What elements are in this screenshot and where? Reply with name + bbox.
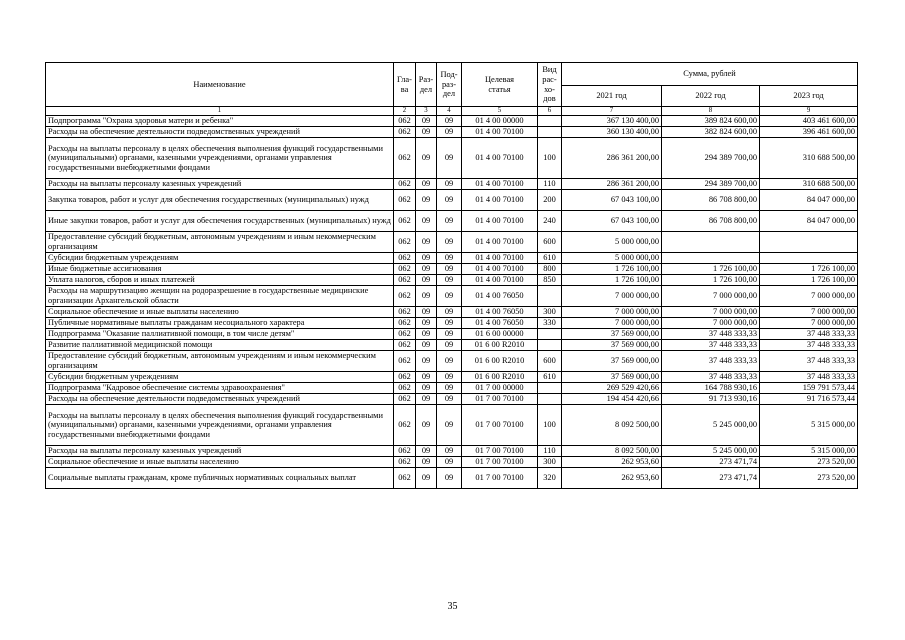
header-podrazdel: Под- раз- дел <box>437 63 462 107</box>
row-podrazdel: 09 <box>437 394 462 405</box>
row-target: 01 4 00 70100 <box>462 190 538 211</box>
row-sum-2023: 37 448 333,33 <box>760 329 858 340</box>
row-sum-2022: 294 389 700,00 <box>662 138 760 179</box>
row-glava: 062 <box>394 307 416 318</box>
row-target: 01 6 00 00000 <box>462 329 538 340</box>
row-sum-2021: 37 569 000,00 <box>562 340 662 351</box>
row-razdel: 09 <box>416 468 437 489</box>
row-name: Подпрограмма "Кадровое обеспечение системы здравоохранения" <box>46 383 394 394</box>
row-razdel: 09 <box>416 253 437 264</box>
row-sum-2022 <box>662 253 760 264</box>
row-name: Публичные нормативные выплаты гражданам несоциального характера <box>46 318 394 329</box>
row-glava: 062 <box>394 179 416 190</box>
table-row <box>46 286 858 307</box>
row-sum-2023: 1 726 100,00 <box>760 264 858 275</box>
row-podrazdel: 09 <box>437 264 462 275</box>
row-glava: 062 <box>394 286 416 307</box>
row-vid: 330 <box>538 318 562 329</box>
row-sum-2021: 1 726 100,00 <box>562 264 662 275</box>
row-vid: 600 <box>538 232 562 253</box>
row-razdel: 09 <box>416 457 437 468</box>
row-razdel: 09 <box>416 307 437 318</box>
row-podrazdel: 09 <box>437 116 462 127</box>
row-sum-2021: 67 043 100,00 <box>562 190 662 211</box>
row-name: Закупка товаров, работ и услуг для обеспечения государственных (муниципальных) нужд <box>46 190 394 211</box>
row-sum-2022: 86 708 800,00 <box>662 190 760 211</box>
row-podrazdel: 09 <box>437 372 462 383</box>
row-sum-2023: 7 000 000,00 <box>760 307 858 318</box>
row-razdel: 09 <box>416 394 437 405</box>
row-sum-2023: 310 688 500,00 <box>760 138 858 179</box>
row-vid: 300 <box>538 457 562 468</box>
row-glava: 062 <box>394 253 416 264</box>
table-header-row <box>46 63 858 86</box>
row-sum-2021: 7 000 000,00 <box>562 318 662 329</box>
row-razdel: 09 <box>416 340 437 351</box>
row-sum-2021: 8 092 500,00 <box>562 446 662 457</box>
row-glava: 062 <box>394 232 416 253</box>
row-vid <box>538 116 562 127</box>
row-vid: 610 <box>538 372 562 383</box>
row-podrazdel: 09 <box>437 232 462 253</box>
row-name: Расходы на выплаты персоналу в целях обеспечения выполнения функций государственными (муниципальными) органами, казенными учреждениями, органами управления государственными внебюджетными фондами <box>46 405 394 446</box>
row-podrazdel: 09 <box>437 351 462 372</box>
row-sum-2022: 37 448 333,33 <box>662 372 760 383</box>
row-glava: 062 <box>394 329 416 340</box>
row-name: Субсидии бюджетным учреждениям <box>46 253 394 264</box>
row-sum-2023: 1 726 100,00 <box>760 275 858 286</box>
row-sum-2021: 5 000 000,00 <box>562 253 662 264</box>
header-year-2022: 2022 год <box>662 86 760 107</box>
table-row <box>46 275 858 286</box>
row-razdel: 09 <box>416 264 437 275</box>
row-target: 01 4 00 70100 <box>462 264 538 275</box>
row-target: 01 4 00 76050 <box>462 307 538 318</box>
row-sum-2022: 1 726 100,00 <box>662 264 760 275</box>
row-name: Социальное обеспечение и иные выплаты населению <box>46 307 394 318</box>
row-name: Расходы на обеспечение деятельности подведомственных учреждений <box>46 394 394 405</box>
row-name: Иные бюджетные ассигнования <box>46 264 394 275</box>
row-sum-2023: 159 791 573,44 <box>760 383 858 394</box>
row-podrazdel: 09 <box>437 446 462 457</box>
row-glava: 062 <box>394 446 416 457</box>
row-sum-2021: 37 569 000,00 <box>562 351 662 372</box>
row-razdel: 09 <box>416 232 437 253</box>
row-sum-2021: 7 000 000,00 <box>562 286 662 307</box>
row-sum-2022: 273 471,74 <box>662 457 760 468</box>
row-podrazdel: 09 <box>437 383 462 394</box>
row-glava: 062 <box>394 190 416 211</box>
row-sum-2022: 382 824 600,00 <box>662 127 760 138</box>
row-name: Расходы на выплаты персоналу казенных учреждений <box>46 179 394 190</box>
header-razdel: Раз- дел <box>416 63 437 107</box>
row-sum-2021: 8 092 500,00 <box>562 405 662 446</box>
row-target: 01 4 00 70100 <box>462 211 538 232</box>
table-row <box>46 211 858 232</box>
row-sum-2021: 262 953,60 <box>562 457 662 468</box>
row-sum-2023: 37 448 333,33 <box>760 351 858 372</box>
row-vid <box>538 127 562 138</box>
row-name: Развитие паллиативной медицинской помощи <box>46 340 394 351</box>
row-vid <box>538 394 562 405</box>
row-glava: 062 <box>394 351 416 372</box>
row-sum-2023: 84 047 000,00 <box>760 190 858 211</box>
row-sum-2021: 7 000 000,00 <box>562 307 662 318</box>
row-name: Иные закупки товаров, работ и услуг для обеспечения государственных (муниципальных) нужд <box>46 211 394 232</box>
row-vid: 600 <box>538 351 562 372</box>
row-name: Предоставление субсидий бюджетным, автономным учреждениям и иным некоммерческим организациям <box>46 351 394 372</box>
row-sum-2023 <box>760 232 858 253</box>
row-podrazdel: 09 <box>437 318 462 329</box>
row-name: Подпрограмма "Оказание паллиативной помощи, в том числе детям" <box>46 329 394 340</box>
table-row <box>46 318 858 329</box>
row-razdel: 09 <box>416 318 437 329</box>
row-target: 01 7 00 70100 <box>462 405 538 446</box>
row-sum-2023: 7 000 000,00 <box>760 318 858 329</box>
table-row <box>46 232 858 253</box>
row-razdel: 09 <box>416 127 437 138</box>
row-sum-2022: 86 708 800,00 <box>662 211 760 232</box>
row-sum-2022: 164 788 930,16 <box>662 383 760 394</box>
column-number: 4 <box>437 107 462 116</box>
row-sum-2022: 1 726 100,00 <box>662 275 760 286</box>
row-target: 01 4 00 70100 <box>462 127 538 138</box>
row-sum-2021: 67 043 100,00 <box>562 211 662 232</box>
column-number-row <box>46 107 858 116</box>
column-number: 7 <box>562 107 662 116</box>
table-row <box>46 307 858 318</box>
row-name: Расходы на маршрутизацию женщин на родоразрешение в государственные медицинские организации Архангельской области <box>46 286 394 307</box>
row-razdel: 09 <box>416 446 437 457</box>
row-sum-2022: 37 448 333,33 <box>662 329 760 340</box>
row-glava: 062 <box>394 116 416 127</box>
page-number: 35 <box>447 601 458 612</box>
column-number: 3 <box>416 107 437 116</box>
header-target: Целевая статья <box>462 63 538 107</box>
row-podrazdel: 09 <box>437 340 462 351</box>
row-sum-2022: 294 389 700,00 <box>662 179 760 190</box>
row-vid: 110 <box>538 179 562 190</box>
row-vid <box>538 329 562 340</box>
row-glava: 062 <box>394 211 416 232</box>
row-sum-2021: 286 361 200,00 <box>562 179 662 190</box>
table-row <box>46 468 858 489</box>
row-glava: 062 <box>394 394 416 405</box>
row-sum-2022: 7 000 000,00 <box>662 318 760 329</box>
row-razdel: 09 <box>416 190 437 211</box>
row-podrazdel: 09 <box>437 329 462 340</box>
table-row <box>46 179 858 190</box>
row-sum-2022: 7 000 000,00 <box>662 286 760 307</box>
row-sum-2022: 91 713 930,16 <box>662 394 760 405</box>
row-name: Уплата налогов, сборов и иных платежей <box>46 275 394 286</box>
row-vid: 200 <box>538 190 562 211</box>
table-row <box>46 138 858 179</box>
row-sum-2021: 286 361 200,00 <box>562 138 662 179</box>
row-sum-2023: 37 448 333,33 <box>760 340 858 351</box>
table-row <box>46 394 858 405</box>
row-glava: 062 <box>394 318 416 329</box>
row-razdel: 09 <box>416 138 437 179</box>
row-target: 01 4 00 70100 <box>462 275 538 286</box>
row-vid: 850 <box>538 275 562 286</box>
row-sum-2021: 360 130 400,00 <box>562 127 662 138</box>
row-podrazdel: 09 <box>437 286 462 307</box>
table-body <box>46 116 858 489</box>
header-name: Наименование <box>46 63 394 107</box>
row-sum-2023: 37 448 333,33 <box>760 372 858 383</box>
row-vid: 800 <box>538 264 562 275</box>
row-podrazdel: 09 <box>437 307 462 318</box>
row-name: Подпрограмма "Охрана здоровья матери и ребенка" <box>46 116 394 127</box>
row-sum-2022: 273 471,74 <box>662 468 760 489</box>
row-glava: 062 <box>394 138 416 179</box>
row-glava: 062 <box>394 457 416 468</box>
table-row <box>46 253 858 264</box>
column-number: 8 <box>662 107 760 116</box>
row-target: 01 4 00 76050 <box>462 318 538 329</box>
row-sum-2021: 194 454 420,66 <box>562 394 662 405</box>
row-vid <box>538 383 562 394</box>
row-sum-2023: 91 716 573,44 <box>760 394 858 405</box>
row-target: 01 4 00 70100 <box>462 232 538 253</box>
row-vid: 320 <box>538 468 562 489</box>
table-row <box>46 340 858 351</box>
row-name: Социальные выплаты гражданам, кроме публичных нормативных социальных выплат <box>46 468 394 489</box>
row-vid: 100 <box>538 138 562 179</box>
row-glava: 062 <box>394 468 416 489</box>
row-sum-2022: 389 824 600,00 <box>662 116 760 127</box>
header-year-2021: 2021 год <box>562 86 662 107</box>
row-razdel: 09 <box>416 211 437 232</box>
row-podrazdel: 09 <box>437 179 462 190</box>
row-podrazdel: 09 <box>437 253 462 264</box>
row-razdel: 09 <box>416 116 437 127</box>
row-sum-2022: 5 245 000,00 <box>662 405 760 446</box>
row-sum-2022: 37 448 333,33 <box>662 340 760 351</box>
column-number: 1 <box>46 107 394 116</box>
column-number: 2 <box>394 107 416 116</box>
row-sum-2021: 1 726 100,00 <box>562 275 662 286</box>
row-sum-2023: 310 688 500,00 <box>760 179 858 190</box>
row-target: 01 7 00 70100 <box>462 446 538 457</box>
column-number: 5 <box>462 107 538 116</box>
row-razdel: 09 <box>416 405 437 446</box>
row-target: 01 4 00 70100 <box>462 138 538 179</box>
row-sum-2022 <box>662 232 760 253</box>
row-podrazdel: 09 <box>437 275 462 286</box>
row-glava: 062 <box>394 127 416 138</box>
row-podrazdel: 09 <box>437 405 462 446</box>
row-podrazdel: 09 <box>437 211 462 232</box>
row-razdel: 09 <box>416 372 437 383</box>
row-name: Социальное обеспечение и иные выплаты населению <box>46 457 394 468</box>
row-razdel: 09 <box>416 351 437 372</box>
row-sum-2023: 273 520,00 <box>760 457 858 468</box>
table-row <box>46 116 858 127</box>
row-sum-2022: 7 000 000,00 <box>662 307 760 318</box>
row-sum-2021: 269 529 420,66 <box>562 383 662 394</box>
row-glava: 062 <box>394 264 416 275</box>
row-razdel: 09 <box>416 286 437 307</box>
row-vid: 610 <box>538 253 562 264</box>
header-vid: Вид рас- хо- дов <box>538 63 562 107</box>
row-name: Расходы на обеспечение деятельности подведомственных учреждений <box>46 127 394 138</box>
row-target: 01 6 00 R2010 <box>462 340 538 351</box>
row-name: Расходы на выплаты персоналу в целях обеспечения выполнения функций государственными (муниципальными) органами, казенными учреждениями, органами управления государственными внебюджетными фондами <box>46 138 394 179</box>
row-sum-2023: 403 461 600,00 <box>760 116 858 127</box>
row-sum-2023: 273 520,00 <box>760 468 858 489</box>
table-row <box>46 127 858 138</box>
row-target: 01 4 00 00000 <box>462 116 538 127</box>
row-name: Субсидии бюджетным учреждениям <box>46 372 394 383</box>
row-target: 01 7 00 70100 <box>462 457 538 468</box>
row-razdel: 09 <box>416 329 437 340</box>
row-glava: 062 <box>394 405 416 446</box>
row-vid: 300 <box>538 307 562 318</box>
row-target: 01 7 00 70100 <box>462 394 538 405</box>
row-glava: 062 <box>394 372 416 383</box>
row-sum-2023: 84 047 000,00 <box>760 211 858 232</box>
header-glava: Гла- ва <box>394 63 416 107</box>
row-podrazdel: 09 <box>437 127 462 138</box>
row-target: 01 4 00 76050 <box>462 286 538 307</box>
column-number: 9 <box>760 107 858 116</box>
row-sum-2023: 5 315 000,00 <box>760 405 858 446</box>
row-vid <box>538 286 562 307</box>
row-sum-2022: 5 245 000,00 <box>662 446 760 457</box>
row-sum-2021: 367 130 400,00 <box>562 116 662 127</box>
row-name: Предоставление субсидий бюджетным, автономным учреждениям и иным некоммерческим организациям <box>46 232 394 253</box>
row-glava: 062 <box>394 340 416 351</box>
row-vid: 240 <box>538 211 562 232</box>
table-row <box>46 405 858 446</box>
row-sum-2022: 37 448 333,33 <box>662 351 760 372</box>
table-row <box>46 264 858 275</box>
table-row <box>46 446 858 457</box>
table-row <box>46 457 858 468</box>
row-podrazdel: 09 <box>437 190 462 211</box>
column-number: 6 <box>538 107 562 116</box>
row-sum-2023: 5 315 000,00 <box>760 446 858 457</box>
row-target: 01 6 00 R2010 <box>462 372 538 383</box>
budget-table <box>45 62 858 489</box>
row-sum-2021: 5 000 000,00 <box>562 232 662 253</box>
row-podrazdel: 09 <box>437 457 462 468</box>
table-row <box>46 190 858 211</box>
row-glava: 062 <box>394 275 416 286</box>
row-sum-2021: 37 569 000,00 <box>562 372 662 383</box>
row-target: 01 7 00 70100 <box>462 468 538 489</box>
header-sum: Сумма, рублей <box>562 63 858 86</box>
row-sum-2023: 7 000 000,00 <box>760 286 858 307</box>
table-row <box>46 329 858 340</box>
row-target: 01 4 00 70100 <box>462 179 538 190</box>
row-sum-2021: 37 569 000,00 <box>562 329 662 340</box>
table-row <box>46 351 858 372</box>
row-sum-2023 <box>760 253 858 264</box>
row-vid <box>538 340 562 351</box>
row-razdel: 09 <box>416 275 437 286</box>
row-target: 01 7 00 00000 <box>462 383 538 394</box>
row-podrazdel: 09 <box>437 468 462 489</box>
row-vid: 100 <box>538 405 562 446</box>
row-sum-2021: 262 953,60 <box>562 468 662 489</box>
row-vid: 110 <box>538 446 562 457</box>
row-sum-2023: 396 461 600,00 <box>760 127 858 138</box>
table-row <box>46 383 858 394</box>
row-target: 01 6 00 R2010 <box>462 351 538 372</box>
header-year-2023: 2023 год <box>760 86 858 107</box>
row-target: 01 4 00 70100 <box>462 253 538 264</box>
row-glava: 062 <box>394 383 416 394</box>
row-podrazdel: 09 <box>437 138 462 179</box>
row-razdel: 09 <box>416 383 437 394</box>
table-row <box>46 372 858 383</box>
row-razdel: 09 <box>416 179 437 190</box>
row-name: Расходы на выплаты персоналу казенных учреждений <box>46 446 394 457</box>
